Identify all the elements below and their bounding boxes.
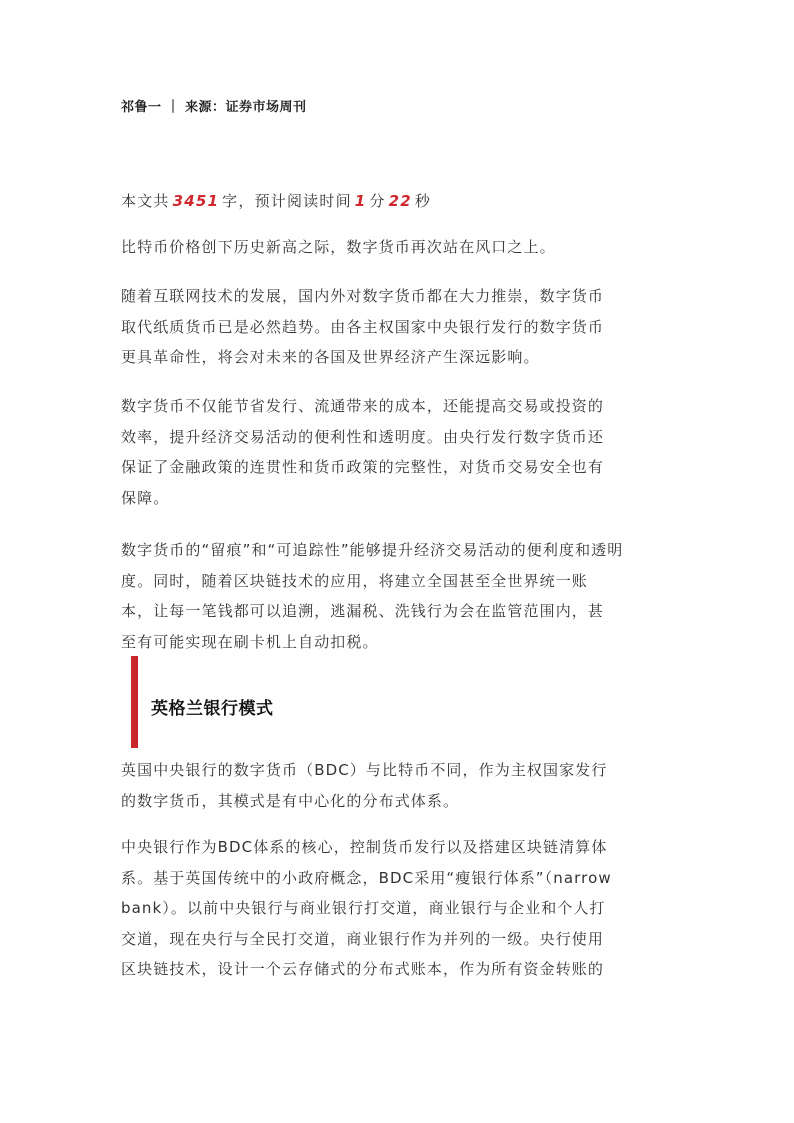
- paragraph-line: 数字货币的“留痕”和“可追踪性”能够提升经济交易活动的便利度和透明: [121, 541, 624, 559]
- paragraph-line: 区块链技术，设计一个云存储式的分布式账本，作为所有资金转账的: [121, 960, 605, 978]
- paragraph-bdc-model: [121, 755, 681, 816]
- paragraph-benefits: [121, 391, 681, 513]
- stats-prefix: 本文共: [121, 192, 170, 210]
- paragraph-line: 数字货币不仅能节省发行、流通带来的成本，还能提高交易或投资的: [121, 397, 605, 415]
- paragraph-line: 度。同时，随着区块链技术的应用，将建立全国甚至全世界统一账: [121, 571, 588, 590]
- paragraph-line: 随着互联网技术的发展，国内外对数字货币都在大力推崇，数字货币: [121, 287, 605, 305]
- char-count: 3451: [172, 192, 220, 210]
- paragraph-line: bank）。以前中央银行与商业银行打交道，商业银行与企业和个人打: [121, 899, 606, 917]
- paragraph-line: 更具革命性，将会对未来的各国及世界经济产生深远影响。: [121, 348, 540, 366]
- paragraph-line: 中央银行作为BDC体系的核心，控制货币发行以及搭建区块链清算体: [121, 838, 608, 856]
- paragraph-line: 本，让每一笔钱都可以追溯，逃漏税、洗钱行为会在监管范围内，甚: [121, 602, 605, 620]
- paragraph-line: 取代纸质货币已是必然趋势。由各主权国家中央银行发行的数字货币: [121, 317, 605, 336]
- char-unit: 字，预计阅读时间: [222, 192, 352, 210]
- paragraph-line: 交道，现在央行与全民打交道，商业银行作为并列的一级。央行使用: [121, 929, 605, 948]
- paragraph-bdc-system: [121, 832, 681, 985]
- paragraph-line: 效率，提升经济交易活动的便利性和透明度。由央行发行数字货币还: [121, 427, 605, 446]
- paragraph-line: 的数字货币，其模式是有中心化的分布式体系。: [121, 791, 460, 810]
- paragraph-line: 英国中央银行的数字货币（BDC）与比特币不同，作为主权国家发行: [121, 761, 608, 779]
- paragraph-line: 比特币价格创下历史新高之际，数字货币再次站在风口之上。: [121, 238, 556, 256]
- paragraph-internet-development: [121, 281, 681, 373]
- paragraph-line: 保障。: [121, 488, 170, 507]
- section-accent-bar: [131, 656, 138, 748]
- paragraph-line: 保证了金融政策的连贯性和货币政策的完整性，对货币交易安全也有: [121, 458, 605, 476]
- seconds-unit: 秒: [414, 192, 432, 210]
- paragraph-intro: [121, 232, 681, 263]
- reading-stats: [121, 190, 431, 211]
- paragraph-traceability: [121, 535, 681, 657]
- paragraph-line: 系。基于英国传统中的小政府概念，BDC采用“瘦银行体系”（narrow: [121, 868, 612, 887]
- paragraph-line: 至有可能实现在刷卡机上自动扣税。: [121, 632, 379, 651]
- minutes-unit: 分: [369, 192, 386, 210]
- reading-seconds: 22: [388, 192, 412, 210]
- section-heading: 英格兰银行模式: [151, 699, 274, 719]
- reading-minutes: 1: [354, 192, 367, 210]
- article-byline: 祁鲁一 ｜ 来源：证券市场周刊: [121, 100, 307, 115]
